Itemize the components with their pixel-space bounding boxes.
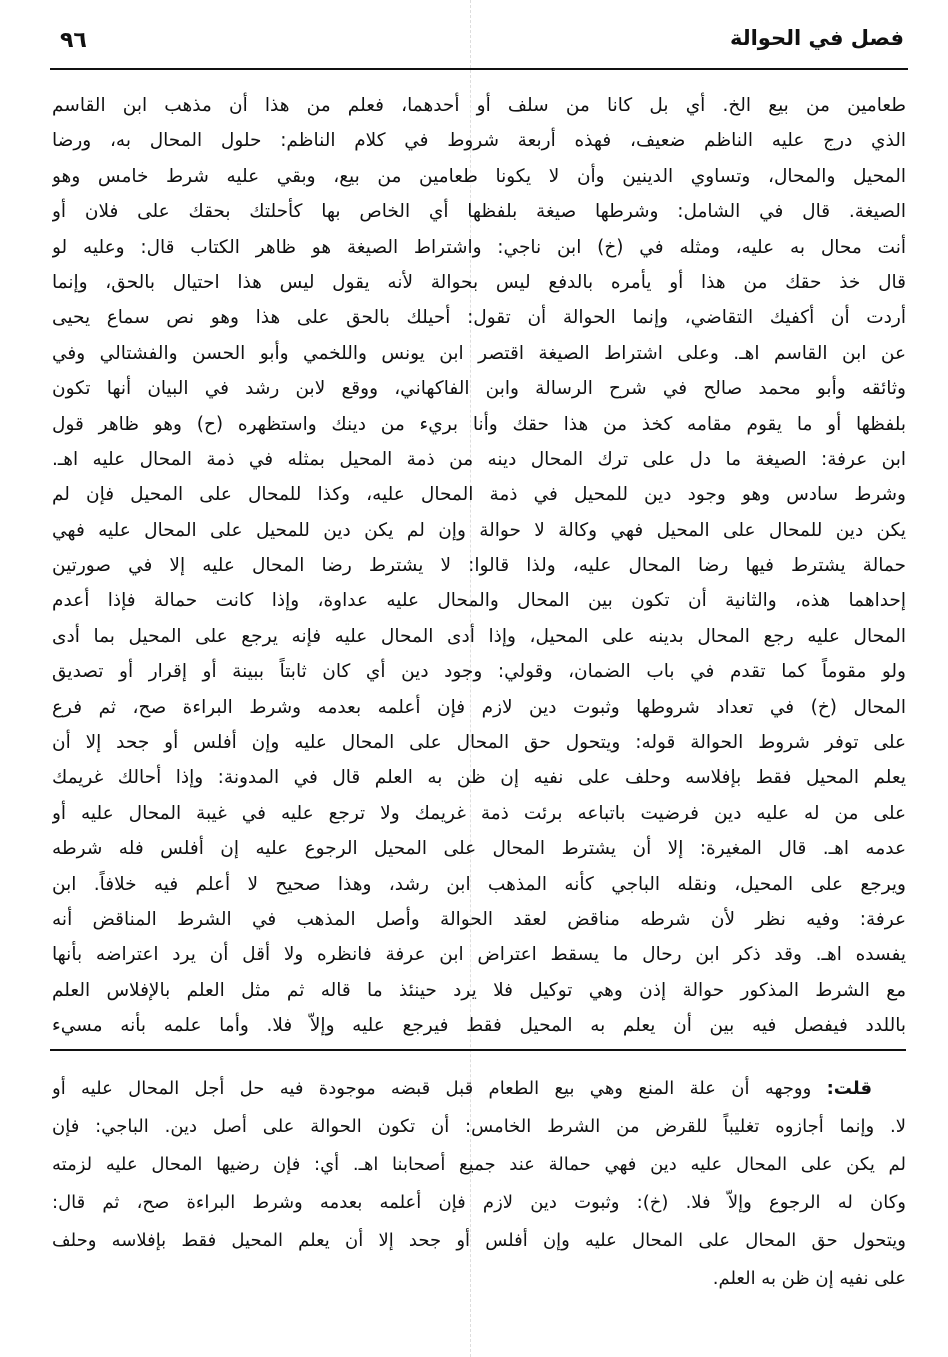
text-line: طعامين من بيع الخ. أي بل كانا من سلف أو أحدهما، فعلم من هذا أن مذهب ابن القاسم (52, 95, 906, 116)
text-line: قال خذ حقك من هذا أو يأمره بالدفع ليس بحوالة لأنه يقول ليس هذا احتيال بالحق، وإنما (52, 271, 906, 293)
text-line: المحال عليه رجع المحال بدينه على المحيل، وإذا أدى المحال عليه فإنه يرجع على المحيل بما أدى (52, 625, 906, 647)
text-line: بلفظها أو ما يقوم مقامه كخذ من هذا حقك وأنا بريء من دينك واستظهره (ح) وهو ظاهر قول (52, 413, 906, 435)
text-line: على توفر شروط الحوالة قوله: ويتحول حق المحال على المحال عليه وإن أفلس أو جحد إلا أن (52, 732, 906, 754)
main-text (52, 88, 906, 1044)
text-line: وثائقه وأبو محمد صالح في شرح الرسالة وابن الفاكهاني، ووقع لابن رشد في البيان أنها تكون (52, 378, 906, 400)
footnote (52, 1070, 906, 1298)
text-line: يفسده اهـ. وقد ذكر ابن رحال ما يسقط اعتراض ابن عرفة فانظره ولا أقل أن يرد اعتراضه بأنها (52, 944, 906, 966)
text-line: إحداهما هذه، والثانية أن تكون بين المحال والمحال عليه عداوة، وإذا كانت حمالة فإذا أعدم (52, 590, 906, 612)
text-line: مع الشرط المذكور حوالة إذن وهي توكيل فلا يرد حينئذ ما قاله ثم مثل العلم بالإفلاس العلم (52, 979, 906, 1001)
footnote-line: على نفيه إن ظن به العلم. (712, 1268, 906, 1289)
text-line: على من له عليه دين فرضيت باتباعه برئت ذمة غريمك ولا ترجع عليه في غيبة المحال عليه أو (52, 802, 906, 824)
text-line: أردت أن أكفيك التقاضي، وإنما الحوالة أن تقول: أحيلك بالحق على هذا وهو نص سماع يحيى (52, 307, 906, 329)
page-number: ٩٦ (60, 28, 87, 53)
text-line: المحال (خ) في تعداد شروطها وثبوت دين لازم فإن أعلمه بعدمه وشرط البراءة صح، ثم فرع (52, 696, 906, 718)
footnote-line: لا. وإنما أجازوه تغليباً للقرض من الشرط الخامس: أن تكون الحوالة على أصل دين. الباجي: فإن (52, 1116, 906, 1137)
footnote-first-text: ووجهه أن علة المنع وهي بيع الطعام قبل قبضه موجودة فيه حل أجل المحال عليه أو (52, 1078, 827, 1099)
footnote-line: لم يكن على المحال عليه دين فهي حمالة عند جميع أصحابنا اهـ. أي: فإن رضيها المحال عليه لزمته (52, 1154, 906, 1175)
text-line: حمالة يشترط فيها رضا المحال عليه، ولذا قالوا: لا يشترط رضا المحال عليه إلا في صورتين (52, 555, 906, 577)
text-line: يعلم المحيل فقط بإفلاسه وحلف على نفيه إن ظن به العلم قال في المدونة: وإذا أحالك غريمك (52, 767, 906, 789)
footnote-line: وكان له الرجوع وإلاّ فلا. (خ): وثبوت دين لازم فإن أعلمه بعدمه وشرط البراءة صح، ثم قال: (52, 1192, 906, 1213)
footnote-rule (50, 1049, 906, 1051)
text-line: يكن دين للمحال على المحيل فهي وكالة لا حوالة وإن لم يكن دين للمحيل على المحال عليه فهي (52, 519, 906, 541)
text-line: ويرجع على المحيل، ونقله الباجي كأنه المذهب ابن رشد، وهذا صحيح لا أعلم فيه خلافاً. ابن (52, 873, 906, 895)
header-rule (50, 68, 908, 70)
footnote-lead: قلت: (826, 1078, 872, 1099)
text-line: وشرط سادس وهو وجود دين للمحيل في ذمة المحال عليه، وكذا للمحال على المحيل فإن لم (52, 484, 906, 506)
text-line: باللدد فيفصل فيه بين أن يعلم به المحيل فقط فيرجع عليه وإلاّ فلا. وأما علمه بأنه مسيء (52, 1015, 906, 1037)
footnote-line: ويتحول حق المحال على المحال عليه وإن أفلس أو جحد إلا أن يعلم المحيل فقط بإفلاسه وحلف (52, 1230, 906, 1251)
text-line: ولو مقوماً كما تقدم في باب الضمان، وقولي: وجود دين أي كان ثابتاً ببينة أو إقرار أو تصديق (52, 661, 906, 683)
footnote-line (52, 1070, 906, 1108)
text-line: المحيل والمحال، وتساوي الدينين وأن لا يكونا طعامين من بيع، وبقي عليه شرط خامس وهو (52, 165, 906, 187)
text-line: ابن عرفة: الصيغة ما دل على ترك المحال دينه من ذمة المحيل بمثله في ذمة المحال عليه اهـ. (52, 448, 906, 470)
running-title: فصل في الحوالة (729, 26, 904, 50)
text-line: الصيغة. قال في الشامل: وشرطها صيغة بلفظها أي الخاص بها كأحلتك بحقك على فلان أو (52, 201, 906, 223)
text-line: عن ابن القاسم اهـ. وعلى اشتراط الصيغة اقتصر ابن يونس واللخمي وأبو الحسن والفشتالي وفي (52, 342, 906, 364)
text-line: عرفة: وفيه نظر لأن شرطه مناقض لعقد الحوالة وأصل المذهب في الشرط المناقض أنه (52, 908, 906, 930)
text-line: الذي درج عليه الناظم ضعيف، فهذه أربعة شروط في كلام الناظم: حلول المحال به، ورضا (52, 130, 906, 152)
text-line: أنت محال به عليه، ومثله في (خ) ابن ناجي: واشتراط الصيغة هو ظاهر الكتاب قال: وعليه لو (52, 236, 906, 258)
text-line: عدمه اهـ. قال المغيرة: إلا أن يشترط المحال على المحيل الرجوع عليه إن أفلس فله شرطه (52, 838, 906, 860)
